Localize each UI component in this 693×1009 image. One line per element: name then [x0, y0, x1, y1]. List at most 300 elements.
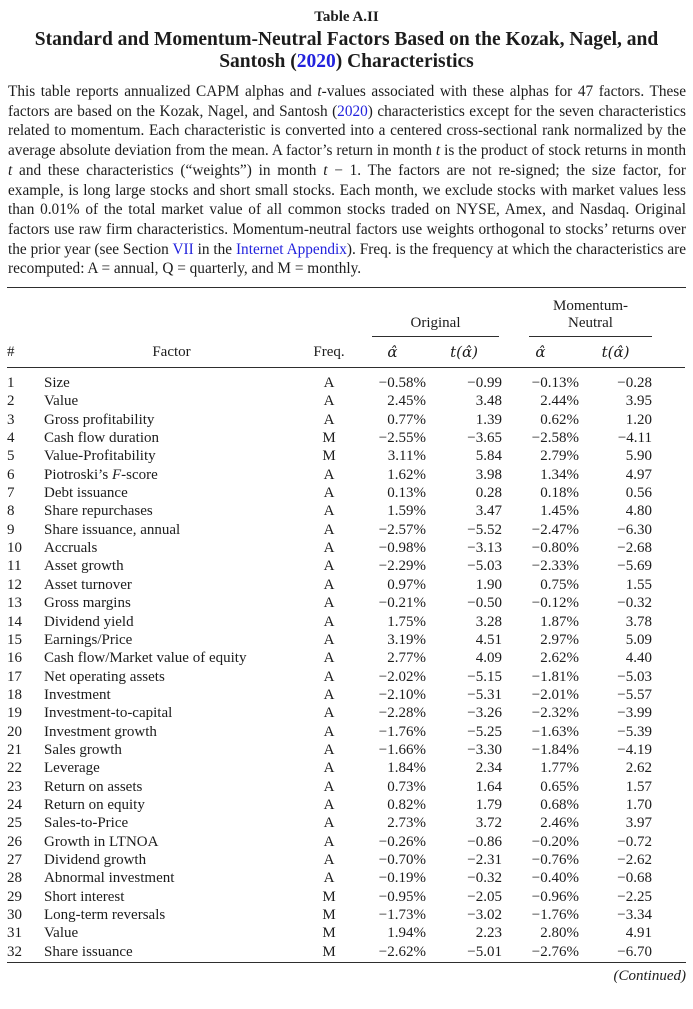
table-row	[7, 888, 685, 906]
col-header-freq: Freq.	[299, 337, 359, 368]
table-row	[7, 796, 685, 814]
cell-alpha-original: −0.19%	[378, 870, 426, 887]
cell-row-number: 3	[7, 411, 15, 428]
table-row	[7, 814, 685, 832]
cell-filler	[652, 466, 685, 484]
cell-row-number: 26	[7, 833, 22, 850]
cell-factor-name: Investment growth	[44, 723, 157, 740]
col-header-t-original: t(α̂)	[426, 337, 502, 368]
cell-t-momentum-neutral: −0.28	[617, 375, 652, 392]
cell-alpha-momentum-neutral: −1.84%	[531, 741, 579, 758]
cell-t-original: 2.23	[475, 925, 502, 942]
cell-factor-name: Return on equity	[44, 796, 145, 813]
text-segment: t	[323, 161, 328, 179]
cell-factor-name: Investment	[44, 686, 111, 703]
column-group-original	[372, 305, 499, 338]
cell-factor-name: Net operating assets	[44, 668, 165, 685]
table-row	[7, 613, 685, 631]
cell-alpha-momentum-neutral: 0.75%	[540, 576, 579, 593]
cell-t-momentum-neutral: 2.62	[625, 760, 652, 777]
cell-filler	[652, 943, 685, 961]
text-segment: -values associated with these alphas for 47 factors. These factors are based on the Kozak, Nagel, and Santosh (	[8, 83, 687, 120]
cell-row-number: 13	[7, 595, 22, 612]
cell-alpha-original: 1.75%	[387, 613, 426, 630]
table-row	[7, 924, 685, 942]
column-group-line: Original	[410, 314, 461, 331]
spanner-cell-original	[359, 288, 502, 337]
cell-filler	[652, 869, 685, 887]
cell-t-momentum-neutral: −0.32	[617, 595, 652, 612]
cell-t-original: 3.72	[475, 815, 502, 832]
cell-alpha-original: −0.21%	[378, 595, 426, 612]
cell-frequency: A	[323, 503, 335, 520]
cell-row-number: 14	[7, 613, 22, 630]
cell-alpha-momentum-neutral: −2.76%	[531, 943, 579, 960]
table-row	[7, 429, 685, 447]
spanner-spacer	[7, 288, 359, 337]
cell-alpha-momentum-neutral: 1.45%	[540, 503, 579, 520]
cell-frequency: A	[323, 833, 335, 850]
cell-factor-name: Value	[44, 925, 79, 942]
cell-filler	[652, 814, 685, 832]
cell-factor-name: Share repurchases	[44, 503, 153, 520]
table-row	[7, 723, 685, 741]
cell-filler	[652, 368, 685, 393]
cell-t-momentum-neutral: 1.70	[625, 796, 652, 813]
text-segment: t	[8, 161, 13, 179]
cell-t-original: −5.31	[467, 686, 502, 703]
cell-t-original: 4.51	[475, 631, 502, 648]
cell-alpha-momentum-neutral: −2.01%	[531, 686, 579, 703]
inline-link[interactable]: Internet Appendix	[235, 240, 347, 258]
cell-t-momentum-neutral: 1.20	[625, 411, 652, 428]
cell-alpha-original: −1.76%	[378, 723, 426, 740]
cell-t-original: 1.90	[475, 576, 502, 593]
table-row	[7, 851, 685, 869]
cell-t-original: 3.47	[475, 503, 502, 520]
cell-t-momentum-neutral: −3.34	[617, 907, 652, 923]
cell-frequency: M	[322, 430, 336, 447]
text-segment: ) characteristics except for the seven characteristics related to momentum. Each characteristic is converted into a centered cross-sectional rank normalized by the average absolute deviation from the mean. A factor’s return in month	[8, 102, 686, 160]
cell-row-number: 10	[7, 540, 22, 557]
cell-alpha-original: −2.55%	[378, 430, 426, 447]
cell-t-original: −5.15	[467, 668, 502, 685]
cell-alpha-momentum-neutral: 2.79%	[540, 448, 579, 465]
table-row	[7, 741, 685, 759]
cell-t-original: −3.02	[467, 907, 502, 923]
cell-alpha-momentum-neutral: 2.80%	[540, 925, 579, 942]
cell-t-original: 2.34	[475, 760, 502, 777]
cell-t-original: 3.48	[475, 393, 502, 410]
cell-t-original: −5.52	[467, 521, 502, 538]
cell-frequency: M	[322, 907, 336, 923]
cell-t-momentum-neutral: −6.70	[617, 943, 652, 960]
cell-alpha-momentum-neutral: −2.32%	[531, 705, 579, 722]
cell-t-momentum-neutral: 0.56	[625, 485, 652, 502]
cell-row-number: 15	[7, 631, 22, 648]
cell-factor-name: Gross margins	[44, 595, 131, 612]
cell-filler	[652, 906, 685, 924]
cell-alpha-original: 1.84%	[387, 760, 426, 777]
cell-alpha-momentum-neutral: 0.18%	[540, 485, 579, 502]
col-header-filler	[652, 337, 685, 368]
cell-row-number: 7	[7, 485, 15, 502]
continued-note: (Continued)	[613, 968, 686, 985]
cell-alpha-original: −0.26%	[378, 833, 426, 850]
cell-frequency: M	[322, 925, 336, 942]
cell-factor-name: Investment-to-capital	[44, 705, 173, 722]
cell-frequency: A	[323, 613, 335, 630]
cell-t-original: 1.64	[475, 778, 502, 795]
cell-row-number: 19	[7, 705, 22, 722]
cell-row-number: 25	[7, 815, 22, 832]
cell-filler	[652, 759, 685, 777]
cell-t-momentum-neutral: 3.78	[625, 613, 652, 630]
text-segment: F	[111, 466, 122, 483]
cell-alpha-original: −0.95%	[378, 888, 426, 905]
cell-frequency: M	[322, 448, 336, 465]
cell-t-momentum-neutral: −0.68	[617, 870, 652, 887]
cell-row-number: 9	[7, 521, 15, 538]
cell-t-momentum-neutral: −4.19	[617, 741, 652, 758]
cell-row-number: 30	[7, 907, 22, 923]
cell-row-number: 18	[7, 686, 22, 703]
col-header-t-momentum-neutral: t(α̂)	[579, 337, 652, 368]
cell-factor-name: Sales-to-Price	[44, 815, 129, 832]
cell-alpha-momentum-neutral: −2.47%	[531, 521, 579, 538]
cell-t-momentum-neutral: 3.97	[625, 815, 652, 832]
cell-row-number: 12	[7, 576, 22, 593]
inline-link[interactable]: 2020	[337, 102, 368, 120]
cell-t-original: −0.86	[467, 833, 502, 850]
col-header-factor: Factor	[44, 337, 299, 368]
cell-row-number: 20	[7, 723, 22, 740]
cell-filler	[652, 741, 685, 759]
col-header-alpha-momentum-neutral: α̂	[502, 337, 579, 368]
cell-t-momentum-neutral: −5.69	[617, 558, 652, 575]
table-row	[7, 906, 685, 924]
col-header-number: #	[7, 337, 44, 368]
text-segment: in the	[193, 240, 236, 258]
cell-alpha-momentum-neutral: −0.20%	[531, 833, 579, 850]
cell-alpha-original: 1.59%	[387, 503, 426, 520]
cell-row-number: 1	[7, 375, 15, 392]
table-row	[7, 557, 685, 575]
cell-alpha-momentum-neutral: −1.76%	[531, 907, 579, 923]
cell-frequency: A	[323, 375, 335, 392]
table-row	[7, 411, 685, 429]
cell-filler	[652, 924, 685, 942]
cell-filler	[652, 613, 685, 631]
cell-alpha-momentum-neutral: −0.40%	[531, 870, 579, 887]
cell-t-original: −2.31	[467, 851, 502, 868]
cell-filler	[652, 851, 685, 869]
column-group-momentum-neutral	[529, 288, 652, 337]
cell-alpha-momentum-neutral: −2.58%	[531, 430, 579, 447]
cell-factor-name: Share issuance, annual	[44, 521, 181, 538]
cell-frequency: A	[323, 466, 335, 483]
cell-alpha-momentum-neutral: −0.13%	[531, 375, 579, 392]
cell-alpha-momentum-neutral: −0.80%	[531, 540, 579, 557]
cell-filler	[652, 392, 685, 410]
text-segment: and these characteristics (“weights”) in month	[12, 161, 324, 179]
cell-alpha-original: −2.29%	[378, 558, 426, 575]
cell-row-number: 28	[7, 870, 22, 887]
cell-t-momentum-neutral: 4.40	[625, 650, 652, 667]
cell-frequency: A	[323, 778, 335, 795]
cell-alpha-original: −0.98%	[378, 540, 426, 557]
cell-t-momentum-neutral: 4.80	[625, 503, 652, 520]
cell-t-original: −3.13	[467, 540, 502, 557]
cell-factor-name: Gross profitability	[44, 411, 155, 428]
cell-t-momentum-neutral: 3.95	[625, 393, 652, 410]
table-row	[7, 484, 685, 502]
cell-t-original: −0.99	[467, 375, 502, 392]
cell-t-original: 5.84	[475, 448, 502, 465]
cell-alpha-momentum-neutral: 1.34%	[540, 466, 579, 483]
cell-alpha-momentum-neutral: 0.65%	[540, 778, 579, 795]
table-description	[8, 82, 686, 279]
cell-factor-name: Long-term reversals	[44, 907, 166, 923]
cell-filler	[652, 888, 685, 906]
cell-factor-name: Abnormal investment	[44, 870, 175, 887]
cell-frequency: A	[323, 540, 335, 557]
cell-t-momentum-neutral: −2.62	[617, 851, 652, 868]
table-row	[7, 466, 685, 484]
cell-alpha-original: −0.70%	[378, 851, 426, 868]
cell-alpha-original: 0.77%	[387, 411, 426, 428]
table-title	[30, 29, 663, 72]
cell-row-number: 22	[7, 760, 22, 777]
cell-row-number: 32	[7, 943, 22, 960]
cell-alpha-original: −2.57%	[378, 521, 426, 538]
cell-row-number: 4	[7, 430, 15, 447]
table-row	[7, 447, 685, 465]
column-group-line: Neutral	[568, 314, 613, 331]
text-segment: ). Freq. is the frequency at which the characteristics are recomputed: A = annual, Q = quarterly, and M = monthly.	[8, 240, 687, 278]
table-bottom-rule	[7, 962, 686, 963]
cell-filler	[652, 631, 685, 649]
cell-t-momentum-neutral: −3.99	[617, 705, 652, 722]
cell-frequency: A	[323, 558, 335, 575]
cell-frequency: A	[323, 870, 335, 887]
cell-t-original: 3.98	[475, 466, 502, 483]
cell-factor-name	[44, 466, 299, 484]
cell-factor-name: Size	[44, 375, 70, 392]
cell-factor-name: Asset turnover	[44, 576, 132, 593]
cell-row-number: 21	[7, 741, 22, 758]
table-row	[7, 631, 685, 649]
table-row	[7, 869, 685, 887]
col-header-alpha-original: α̂	[359, 337, 426, 368]
cell-frequency: A	[323, 521, 335, 538]
cell-factor-name: Value-Profitability	[44, 448, 156, 465]
cell-t-original: 0.28	[475, 485, 502, 502]
cell-filler	[652, 411, 685, 429]
cell-row-number: 29	[7, 888, 22, 905]
cell-filler	[652, 796, 685, 814]
cell-t-momentum-neutral: 4.91	[625, 925, 652, 942]
cell-t-momentum-neutral: 1.55	[625, 576, 652, 593]
cell-alpha-original: −1.66%	[378, 741, 426, 758]
cell-row-number: 6	[7, 466, 15, 483]
cell-alpha-original: −0.58%	[378, 375, 426, 392]
cell-row-number: 24	[7, 796, 22, 813]
cell-t-momentum-neutral: −2.25	[617, 888, 652, 905]
factors-table	[7, 288, 685, 961]
cell-factor-name: Debt issuance	[44, 485, 128, 502]
cell-alpha-original: 0.82%	[387, 796, 426, 813]
cell-frequency: A	[323, 595, 335, 612]
spanner-cell-momentum-neutral	[502, 288, 652, 337]
cell-alpha-original: 0.73%	[387, 778, 426, 795]
cell-alpha-original: −2.28%	[378, 705, 426, 722]
text-segment: -score	[121, 466, 158, 483]
cell-row-number: 16	[7, 650, 22, 667]
cell-t-momentum-neutral: −6.30	[617, 521, 652, 538]
cell-factor-name: Cash flow duration	[44, 430, 159, 447]
cell-t-momentum-neutral: −4.11	[617, 430, 652, 447]
cell-frequency: A	[323, 668, 335, 685]
spanner-spacer	[652, 288, 685, 337]
cell-frequency: M	[322, 888, 336, 905]
cell-filler	[652, 539, 685, 557]
cell-t-original: −5.25	[467, 723, 502, 740]
cell-factor-name: Accruals	[44, 540, 98, 557]
cell-alpha-original: −2.62%	[378, 943, 426, 960]
cell-row-number: 8	[7, 503, 15, 520]
text-segment: t	[435, 142, 441, 160]
cell-alpha-momentum-neutral: −0.96%	[531, 888, 579, 905]
text-segment: is the product of stock returns in month	[440, 142, 686, 160]
column-group-row	[7, 288, 685, 337]
table-row	[7, 778, 685, 796]
cell-factor-name: Value	[44, 393, 79, 410]
table-row	[7, 759, 685, 777]
cell-t-momentum-neutral: 5.90	[625, 448, 652, 465]
cell-alpha-original: −2.02%	[378, 668, 426, 685]
cell-frequency: A	[323, 741, 335, 758]
cell-filler	[652, 723, 685, 741]
cell-alpha-original: −2.10%	[378, 686, 426, 703]
cell-factor-name: Sales growth	[44, 741, 122, 758]
cell-t-original: 4.09	[475, 650, 502, 667]
cell-factor-name: Cash flow/Market value of equity	[44, 650, 247, 667]
cell-factor-name: Return on assets	[44, 778, 143, 795]
cell-frequency: A	[323, 815, 335, 832]
cell-t-original: 3.28	[475, 613, 502, 630]
cell-alpha-momentum-neutral: −1.81%	[531, 668, 579, 685]
cell-frequency: A	[323, 485, 335, 502]
text-segment: Standard and Momentum-Neutral Factors Based on the Kozak, Nagel, and Santosh (	[34, 29, 659, 72]
cell-filler	[652, 447, 685, 465]
cell-frequency: A	[323, 705, 335, 722]
cell-t-original: −2.05	[467, 888, 502, 905]
cell-frequency: A	[323, 576, 335, 593]
cell-frequency: A	[323, 650, 335, 667]
cell-alpha-momentum-neutral: 2.62%	[540, 650, 579, 667]
cell-filler	[652, 686, 685, 704]
cell-filler	[652, 594, 685, 612]
cell-alpha-original: 2.77%	[387, 650, 426, 667]
cell-filler	[652, 484, 685, 502]
table-row	[7, 368, 685, 393]
cell-alpha-momentum-neutral: −0.76%	[531, 851, 579, 868]
cell-alpha-momentum-neutral: −0.12%	[531, 595, 579, 612]
cell-t-momentum-neutral: −5.57	[617, 686, 652, 703]
cell-filler	[652, 778, 685, 796]
cell-filler	[652, 429, 685, 447]
text-segment: Piotroski’s	[44, 466, 112, 483]
cell-row-number: 17	[7, 668, 22, 685]
cell-alpha-momentum-neutral: 0.68%	[540, 796, 579, 813]
cell-filler	[652, 557, 685, 575]
cell-t-original: −0.32	[467, 870, 502, 887]
column-header-row	[7, 337, 685, 368]
cell-row-number: 5	[7, 448, 15, 465]
cell-frequency: A	[323, 686, 335, 703]
table-row	[7, 649, 685, 667]
cell-t-momentum-neutral: 1.57	[625, 778, 652, 795]
cell-filler	[652, 649, 685, 667]
cell-row-number: 23	[7, 778, 22, 795]
cell-frequency: A	[323, 760, 335, 777]
table-row	[7, 521, 685, 539]
cell-t-momentum-neutral: 4.97	[625, 466, 652, 483]
cell-frequency: M	[322, 943, 336, 960]
cell-t-original: −3.65	[467, 430, 502, 447]
cell-factor-name: Share issuance	[44, 943, 133, 960]
cell-factor-name: Dividend yield	[44, 613, 134, 630]
cell-filler	[652, 576, 685, 594]
cell-row-number: 11	[7, 558, 22, 575]
cell-frequency: A	[323, 411, 335, 428]
cell-alpha-original: 3.19%	[387, 631, 426, 648]
cell-alpha-original: −1.73%	[378, 907, 426, 923]
cell-t-momentum-neutral: −5.03	[617, 668, 652, 685]
cell-frequency: A	[323, 796, 335, 813]
cell-t-original: 1.39	[475, 411, 502, 428]
cell-alpha-original: 3.11%	[387, 448, 426, 465]
cell-factor-name: Dividend growth	[44, 851, 147, 868]
text-segment: − 1. The factors are not re-signed; the size factor, for example, is long large stocks and short small stocks. Each month, we exclude stocks with market values less than 0.01% of the total market value of all common stocks traded on NYSE, Amex, and Nasdaq. Original factors use raw firm characteristics. Momentum-neutral factors use weights orthogonal to stocks’ returns over the prior year (see Section	[8, 161, 686, 258]
cell-alpha-momentum-neutral: 1.87%	[540, 613, 579, 630]
cell-t-original: 1.79	[475, 796, 502, 813]
cell-t-momentum-neutral: −5.39	[617, 723, 652, 740]
cell-frequency: A	[323, 631, 335, 648]
cell-frequency: A	[323, 723, 335, 740]
text-segment: ) Characteristics	[335, 50, 474, 72]
cell-t-momentum-neutral: −0.72	[617, 833, 652, 850]
text-segment: t	[317, 83, 322, 100]
table-row	[7, 539, 685, 557]
cell-row-number: 2	[7, 393, 15, 410]
table-row	[7, 668, 685, 686]
text-segment: This table reports annualized CAPM alphas and	[8, 83, 318, 100]
cell-alpha-original: 0.97%	[387, 576, 426, 593]
cell-factor-name: Leverage	[44, 760, 100, 777]
inline-link[interactable]: 2020	[296, 50, 336, 72]
cell-filler	[652, 521, 685, 539]
cell-alpha-original: 2.73%	[387, 815, 426, 832]
table-row	[7, 576, 685, 594]
table-row	[7, 704, 685, 722]
table-row	[7, 594, 685, 612]
inline-link[interactable]: VII	[172, 240, 194, 258]
cell-row-number: 27	[7, 851, 22, 868]
cell-filler	[652, 668, 685, 686]
cell-t-original: −3.26	[467, 705, 502, 722]
